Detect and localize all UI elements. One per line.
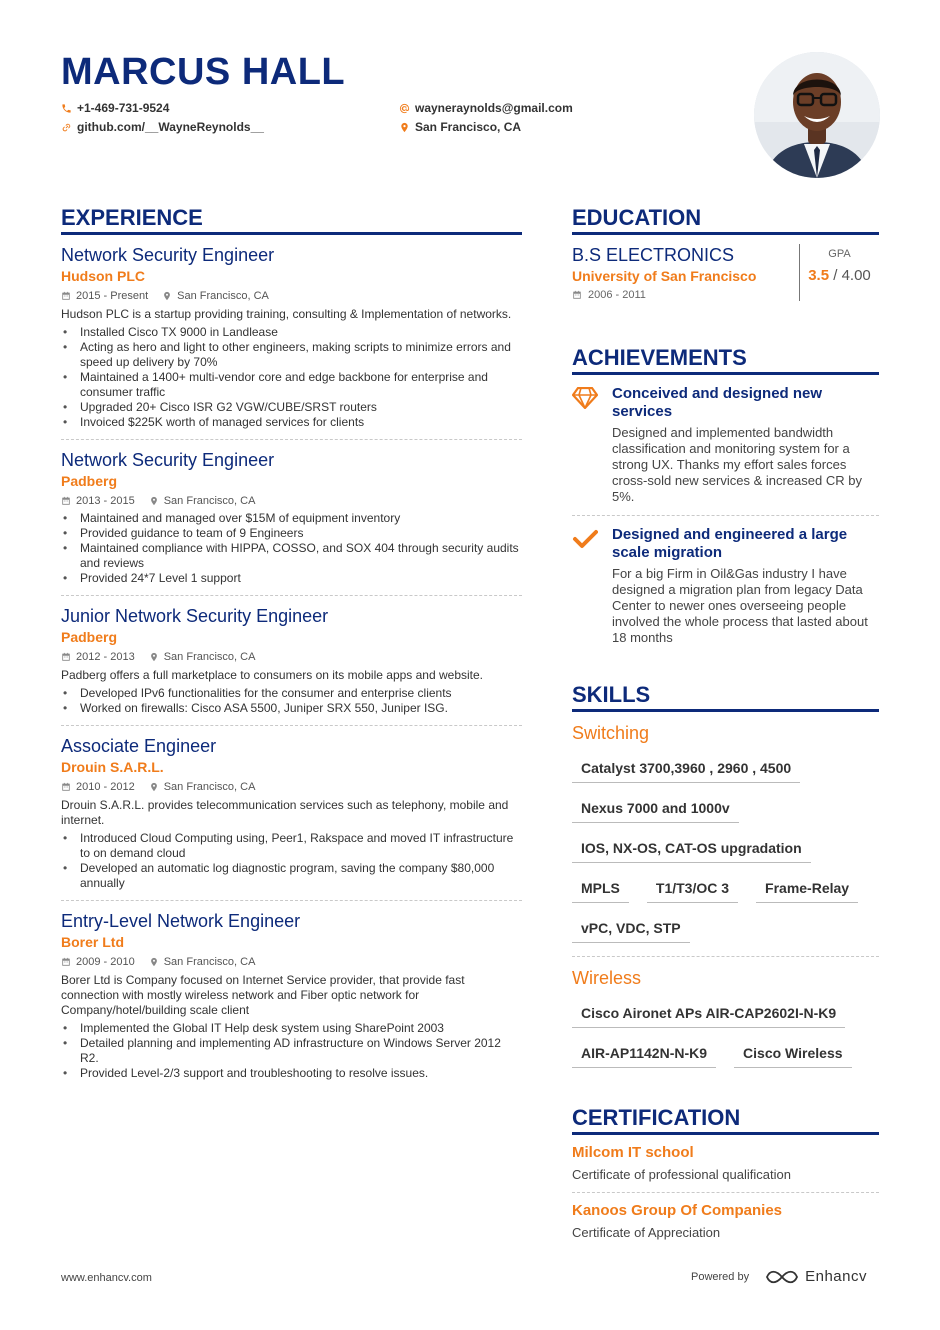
job-dates xyxy=(61,494,135,508)
job-title: Network Security Engineer xyxy=(61,450,275,470)
job-meta xyxy=(61,289,522,303)
bullet-item: • Upgraded 20+ Cisco ISR G2 VGW/CUBE/SRST routers xyxy=(61,400,522,415)
location-text: San Francisco, CA xyxy=(415,120,522,134)
job-description: Padberg offers a full marketplace to consumers on its mobile apps and website. xyxy=(61,668,484,682)
bullet-item: • Installed Cisco TX 9000 in Landlease xyxy=(61,325,522,340)
job-dates xyxy=(61,650,135,664)
footer-branding xyxy=(691,1268,867,1285)
achievement-icon-wrap xyxy=(572,526,612,646)
bullet-item: • Developed IPv6 functionalities for the consumer and enterprise clients xyxy=(61,686,522,701)
bullet-item: • Provided 24*7 Level 1 support xyxy=(61,571,522,586)
email-contact[interactable] xyxy=(399,100,573,116)
certification-item xyxy=(572,1135,879,1193)
achievement-description: For a big Firm in Oil&Gas industry I have designed a migration plan from legacy Data Center to newer ones overseeing people involved the whole process that lasted about 18 months xyxy=(612,566,868,645)
github-text[interactable]: github.com/__WayneReynolds__ xyxy=(77,120,264,134)
enhancv-logo[interactable] xyxy=(765,1268,867,1285)
education-entry xyxy=(572,244,879,301)
job-title: Entry-Level Network Engineer xyxy=(61,911,301,931)
skill-tag: Cisco Aironet APs AIR-CAP2602I-N-K9 xyxy=(572,997,845,1028)
job-dates-text: 2013 - 2015 xyxy=(76,495,135,507)
education-dates-text: 2006 - 2011 xyxy=(588,289,646,301)
gpa-score: 3.5 xyxy=(808,267,830,284)
school-name: University of San Francisco xyxy=(572,268,757,284)
company-name: Borer Ltd xyxy=(61,934,124,950)
link-icon xyxy=(61,122,72,133)
resume-header xyxy=(61,50,741,140)
experience-list xyxy=(61,235,522,1090)
job-bullets xyxy=(61,325,522,430)
avatar-illustration xyxy=(754,52,880,178)
at-icon xyxy=(399,103,410,114)
company-name: Drouin S.A.R.L. xyxy=(61,759,164,775)
achievement-description: Designed and implemented bandwidth classification and monitoring system for a strong UX. Thanks my effort sales forces cross-sold new services & increased CR by 5%. xyxy=(612,425,862,504)
location-pin-icon xyxy=(149,652,159,662)
gpa-block xyxy=(800,244,879,301)
left-column xyxy=(61,205,522,1090)
job-bullets xyxy=(61,511,522,586)
achievements-heading: ACHIEVEMENTS xyxy=(572,345,879,375)
skill-group-title: Switching xyxy=(572,723,650,743)
job-title: Associate Engineer xyxy=(61,736,217,756)
job-location xyxy=(149,955,256,969)
location-pin-icon xyxy=(149,782,159,792)
bullet-item: • Introduced Cloud Computing using, Peer1, Rakspace and moved IT infrastructure to on demand cloud xyxy=(61,831,522,861)
job-dates-text: 2012 - 2013 xyxy=(76,651,135,663)
skill-tag: Cisco Wireless xyxy=(734,1037,851,1068)
skill-tag: Frame-Relay xyxy=(756,872,858,903)
job-dates-text: 2015 - Present xyxy=(76,290,149,302)
candidate-name: MARCUS HALL xyxy=(61,51,346,93)
gpa-value: 3.5 / 4.00 xyxy=(808,267,871,284)
job-dates-text: 2010 - 2012 xyxy=(76,781,135,793)
right-column xyxy=(572,205,879,1250)
achievement-body xyxy=(612,385,879,505)
certification-name: Milcom IT school xyxy=(572,1144,694,1161)
job-dates xyxy=(61,289,148,303)
bullet-item: • Provided Level-2/3 support and troubleshooting to resolve issues. xyxy=(61,1066,522,1081)
job-title: Junior Network Security Engineer xyxy=(61,606,329,626)
bullet-item: • Implemented the Global IT Help desk system using SharePoint 2003 xyxy=(61,1021,522,1036)
diamond-icon xyxy=(572,387,598,409)
achievement-icon-wrap xyxy=(572,385,612,505)
achievement-item xyxy=(572,516,879,656)
gpa-max: 4.00 xyxy=(841,267,871,284)
job-title: Network Security Engineer xyxy=(61,245,275,265)
location-contact xyxy=(399,119,521,135)
skill-tag: Catalyst 3700,3960 , 2960 , 4500 xyxy=(572,752,800,783)
skill-tags xyxy=(572,752,879,957)
company-name: Padberg xyxy=(61,473,118,489)
job-location xyxy=(162,289,269,303)
skills-heading: SKILLS xyxy=(572,682,879,712)
job-location xyxy=(149,650,256,664)
email-text[interactable]: wayneraynolds@gmail.com xyxy=(415,101,573,115)
skill-tags xyxy=(572,997,879,1081)
calendar-icon xyxy=(61,652,71,662)
achievement-title: Conceived and designed new services xyxy=(612,385,823,420)
github-contact[interactable] xyxy=(61,119,264,135)
job-meta xyxy=(61,955,522,969)
phone-text: +1-469-731-9524 xyxy=(77,101,170,115)
bullet-item: • Maintained a 1400+ multi-vendor core and edge backbone for enterprise and consumer traffic xyxy=(61,370,522,400)
calendar-icon xyxy=(61,496,71,506)
achievement-title: Designed and engineered a large scale migration xyxy=(612,526,848,561)
job-meta xyxy=(61,494,522,508)
education-dates xyxy=(572,289,791,301)
skill-group-title: Wireless xyxy=(572,968,642,988)
footer-website[interactable]: www.enhancv.com xyxy=(61,1272,152,1284)
achievement-body xyxy=(612,526,879,646)
bullet-item: • Developed an automatic log diagnostic program, saving the company $80,000 annually xyxy=(61,861,522,891)
contact-info xyxy=(61,100,741,140)
job-location-text: San Francisco, CA xyxy=(177,290,269,302)
enhancv-brand-text: Enhancv xyxy=(805,1268,867,1285)
calendar-icon xyxy=(572,290,582,300)
location-pin-icon xyxy=(149,496,159,506)
job-bullets xyxy=(61,1021,522,1081)
job-location xyxy=(149,780,256,794)
bullet-item: • Worked on firewalls: Cisco ASA 5500, Juniper SRX 550, Juniper ISG. xyxy=(61,701,522,716)
degree: B.S ELECTRONICS xyxy=(572,245,735,265)
calendar-icon xyxy=(61,957,71,967)
experience-entry xyxy=(61,726,522,901)
certification-name: Kanoos Group Of Companies xyxy=(572,1202,783,1219)
education-details xyxy=(572,244,800,301)
experience-entry xyxy=(61,235,522,440)
skill-tag: MPLS xyxy=(572,872,629,903)
job-location-text: San Francisco, CA xyxy=(163,781,256,793)
experience-entry xyxy=(61,901,522,1090)
job-location-text: San Francisco, CA xyxy=(163,651,256,663)
certification-description: Certificate of professional qualification xyxy=(572,1167,791,1182)
phone-contact xyxy=(61,100,169,116)
job-description: Hudson PLC is a startup providing training, consulting & Implementation of networks. xyxy=(61,307,512,321)
bullet-item: • Detailed planning and implementing AD infrastructure on Windows Server 2012 R2. xyxy=(61,1036,522,1066)
skill-tag: T1/T3/OC 3 xyxy=(647,872,738,903)
bullet-item: • Invoiced $225K worth of managed services for clients xyxy=(61,415,522,430)
education-heading: EDUCATION xyxy=(572,205,879,235)
experience-entry xyxy=(61,440,522,596)
skills-list xyxy=(572,712,879,1081)
job-bullets xyxy=(61,831,522,891)
job-bullets xyxy=(61,686,522,716)
skill-group xyxy=(572,712,879,957)
enhancv-logo-icon xyxy=(765,1269,799,1285)
profile-photo xyxy=(754,52,880,178)
achievements-list xyxy=(572,375,879,656)
job-location-text: San Francisco, CA xyxy=(163,956,256,968)
phone-icon xyxy=(61,103,72,114)
skill-tag: IOS, NX-OS, CAT-OS upgradation xyxy=(572,832,811,863)
location-pin-icon xyxy=(162,291,172,301)
calendar-icon xyxy=(61,291,71,301)
skill-tag: vPC, VDC, STP xyxy=(572,912,690,943)
job-meta xyxy=(61,650,522,664)
skill-tag: Nexus 7000 and 1000v xyxy=(572,792,739,823)
job-meta xyxy=(61,780,522,794)
bullet-item: • Maintained and managed over $15M of equipment inventory xyxy=(61,511,522,526)
job-dates xyxy=(61,955,135,969)
location-pin-icon xyxy=(149,957,159,967)
calendar-icon xyxy=(61,782,71,792)
achievement-item xyxy=(572,375,879,516)
certification-heading: CERTIFICATION xyxy=(572,1105,879,1135)
powered-by-text: Powered by xyxy=(691,1270,750,1283)
skill-group xyxy=(572,957,879,1081)
skill-tag: AIR-AP1142N-N-K9 xyxy=(572,1037,716,1068)
bullet-item: • Maintained compliance with HIPPA, COSSO, and SOX 404 through security audits and reviews xyxy=(61,541,522,571)
job-location xyxy=(149,494,256,508)
company-name: Hudson PLC xyxy=(61,268,145,284)
experience-entry xyxy=(61,596,522,726)
company-name: Padberg xyxy=(61,629,118,645)
job-dates-text: 2009 - 2010 xyxy=(76,956,135,968)
checkmark-icon xyxy=(572,528,598,550)
bullet-item: • Provided guidance to team of 9 Engineers xyxy=(61,526,522,541)
location-pin-icon xyxy=(399,122,410,133)
experience-heading: EXPERIENCE xyxy=(61,205,522,235)
certification-list xyxy=(572,1135,879,1250)
certification-item xyxy=(572,1193,879,1250)
job-description: Borer Ltd is Company focused on Internet Service provider, that provide fast connection with mostly wireless network and Fiber optic network for Company/hotel/building scale client xyxy=(61,973,465,1017)
job-location-text: San Francisco, CA xyxy=(163,495,256,507)
job-dates xyxy=(61,780,135,794)
job-description: Drouin S.A.R.L. provides telecommunication services such as telephony, mobile and internet. xyxy=(61,798,509,827)
bullet-item: • Acting as hero and light to other engineers, making scripts to minimize errors and speed up delivery by 70% xyxy=(61,340,522,370)
gpa-label: GPA xyxy=(828,248,851,260)
certification-description: Certificate of Appreciation xyxy=(572,1225,721,1240)
